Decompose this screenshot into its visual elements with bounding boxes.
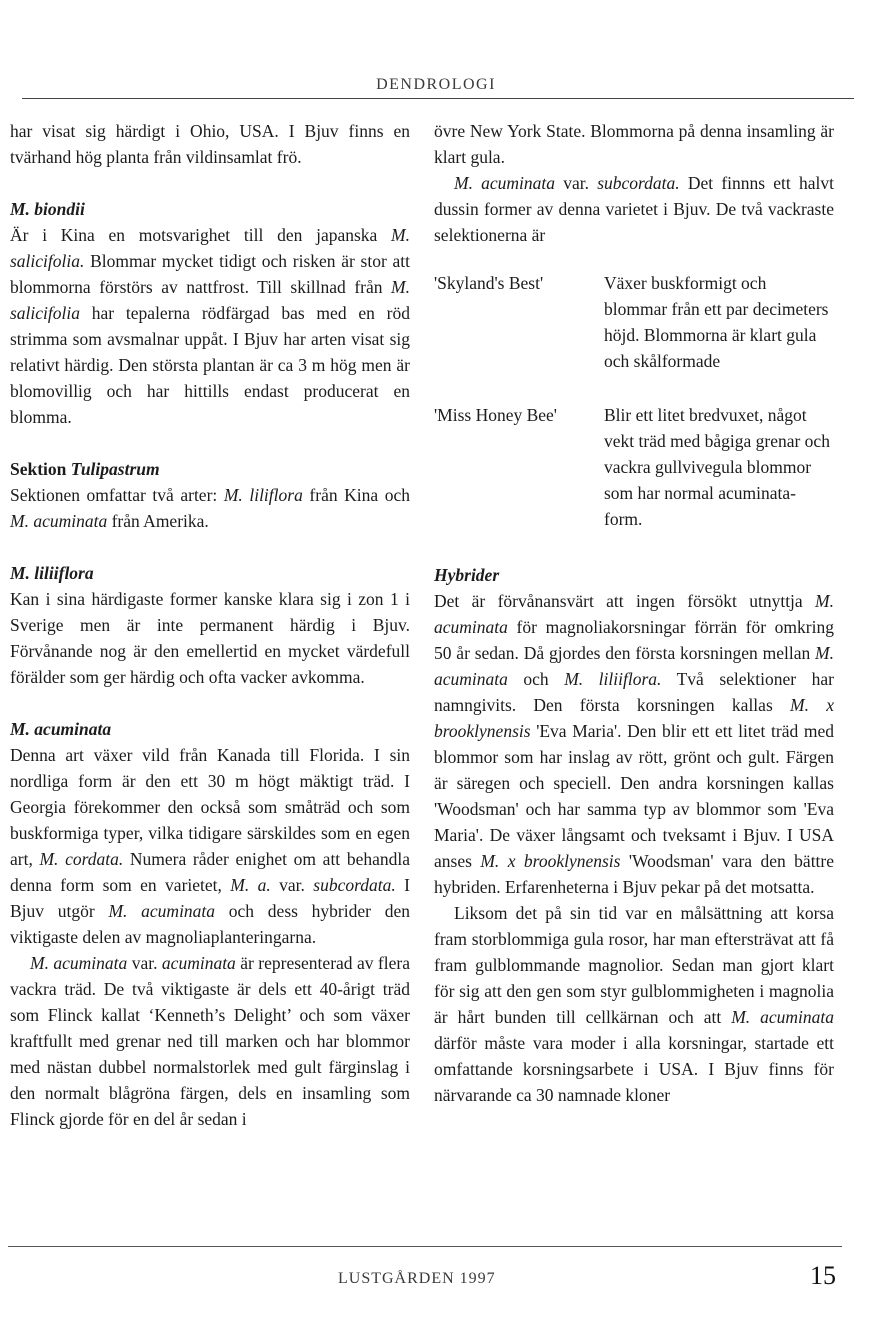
heading-m-biondii: M. biondii bbox=[10, 199, 85, 219]
cultivar-name: 'Miss Honey Bee' bbox=[434, 405, 557, 425]
paragraph-hybrider: Det är förvånansvärt att ingen försökt utnyttja M. acuminata för magnoliakorsningar förrän för omkring 50 år sedan. Då gjordes den första korsningen mellan M. acuminata och M. liliiflora. Två selektioner har namngivits. Den första korsningen kallas M. x brooklynensis 'Eva Maria'. Den blir ett ett litet träd med blommor som har inslag av rött, grönt och gult. Färgen är säregen och speciell. Den andra korsningen kallas 'Woodsman' och har samma typ av blommor som 'Eva Maria'. De växer långsamt och tveksamt i Bjuv. I USA anses M. x brooklynensis 'Woodsman' vara den bättre hybriden. Erfarenheterna i Bjuv pekar på det motsatta. bbox=[434, 591, 835, 897]
paragraph-tulipastrum: Sektionen omfattar två arter: M. liliflora från Kina och M. acuminata från Amerika. bbox=[10, 485, 411, 531]
paragraph-continued-right: övre New York State. Blommorna på denna insamling är klart gula. bbox=[434, 121, 834, 167]
cultivar-item bbox=[434, 270, 834, 374]
cultivar-name: 'Skyland's Best' bbox=[434, 273, 544, 293]
cultivar-item bbox=[434, 402, 834, 532]
running-head: DENDROLOGI bbox=[376, 76, 496, 93]
right-column bbox=[434, 118, 834, 1108]
cultivar-list bbox=[434, 270, 834, 532]
paragraph-var-subcordata: M. acuminata var. subcordata. Det finnns ett halvt dussin former av denna varietet i Bjuv. De två vackraste selektionerna är bbox=[434, 173, 834, 245]
left-column bbox=[10, 118, 410, 1132]
page-number: 15 bbox=[810, 1261, 836, 1290]
heading-m-liliiflora: M. liliiflora bbox=[10, 563, 94, 583]
footer-journal: LUSTGÅRDEN 1997 bbox=[338, 1270, 496, 1287]
paragraph-gula-magnolior: Liksom det på sin tid var en målsättning att korsa fram storblommiga gula rosor, har man eftersträvat att få fram gulblommande magnolior. Sedan man gjort klart för sig att den gen som styr gulblommigheten i magnolia är hårt bunden till cellkärnan och att M. acuminata därför måste vara moder i alla korsningar, startade ett omfattande korsningsarbete i USA. I Bjuv finns för närvarande ca 30 namnade kloner bbox=[434, 903, 834, 1105]
paragraph-m-liliiflora: Kan i sina härdigaste former kanske klara sig i zon 1 i Sverige men är inte permanent härdig i Bjuv. Förvånande nog är den emellertid en mycket värdefull förälder som ger härdig och ofta vacker avkomma. bbox=[10, 589, 410, 687]
paragraph-var-acuminata: M. acuminata var. acuminata är representerad av flera vackra träd. De två viktigaste är dels ett 40-årigt träd som Flinck kallat ‘Kenneth’s Delight’ och som växer kraftfullt med grenar ned till marken och har blommor med nästan dubbel normalstorlek med gult färginslag i den normalt blågröna färgen, dels en insamling som Flinck gjorde för en del år sedan i bbox=[10, 953, 410, 1129]
heading-sektion-tulipastrum: Sektion Tulipastrum bbox=[10, 459, 160, 479]
bottom-rule bbox=[8, 1246, 842, 1247]
cultivar-description: Blir ett litet bredvuxet, något vekt träd med bågiga grenar och vackra gullvivegula blommor som har normal acuminata-form. bbox=[604, 405, 830, 529]
heading-m-acuminata: M. acuminata bbox=[10, 719, 112, 739]
cultivar-description: Växer buskformigt och blommar från ett par decimeters höjd. Blommorna är klart gula och skålformade bbox=[604, 273, 829, 371]
paragraph-m-biondii: Är i Kina en motsvarighet till den japanska M. salicifolia. Blommar mycket tidigt och risken är stor att blommorna förstörs av nattfrost. Till skillnad från M. salicifolia har tepalerna rödfärgad bas med en röd strimma som avsmalnar uppåt. I Bjuv har arten visat sig relativt härdig. Den största plantan är ca 3 m hög men är blomovillig och har hittills endast producerat en blomma. bbox=[10, 225, 410, 427]
heading-hybrider: Hybrider bbox=[434, 565, 500, 585]
top-rule bbox=[22, 98, 854, 99]
paragraph-continued: har visat sig härdigt i Ohio, USA. I Bjuv finns en tvärhand hög planta från vildinsamlat frö. bbox=[10, 121, 410, 167]
paragraph-m-acuminata: Denna art växer vild från Kanada till Florida. I sin nordliga form är den ett 30 m högt mäktigt träd. I Georgia förekommer den också som småträd och som buskformiga typer, vilka tidigare särskildes som en egen art, M. cordata. Numera råder enighet om att behandla denna form som en varietet, M. a. var. subcordata. I Bjuv utgör M. acuminata och dess hybrider den viktigaste delen av magnoliaplanteringarna. bbox=[10, 745, 410, 947]
